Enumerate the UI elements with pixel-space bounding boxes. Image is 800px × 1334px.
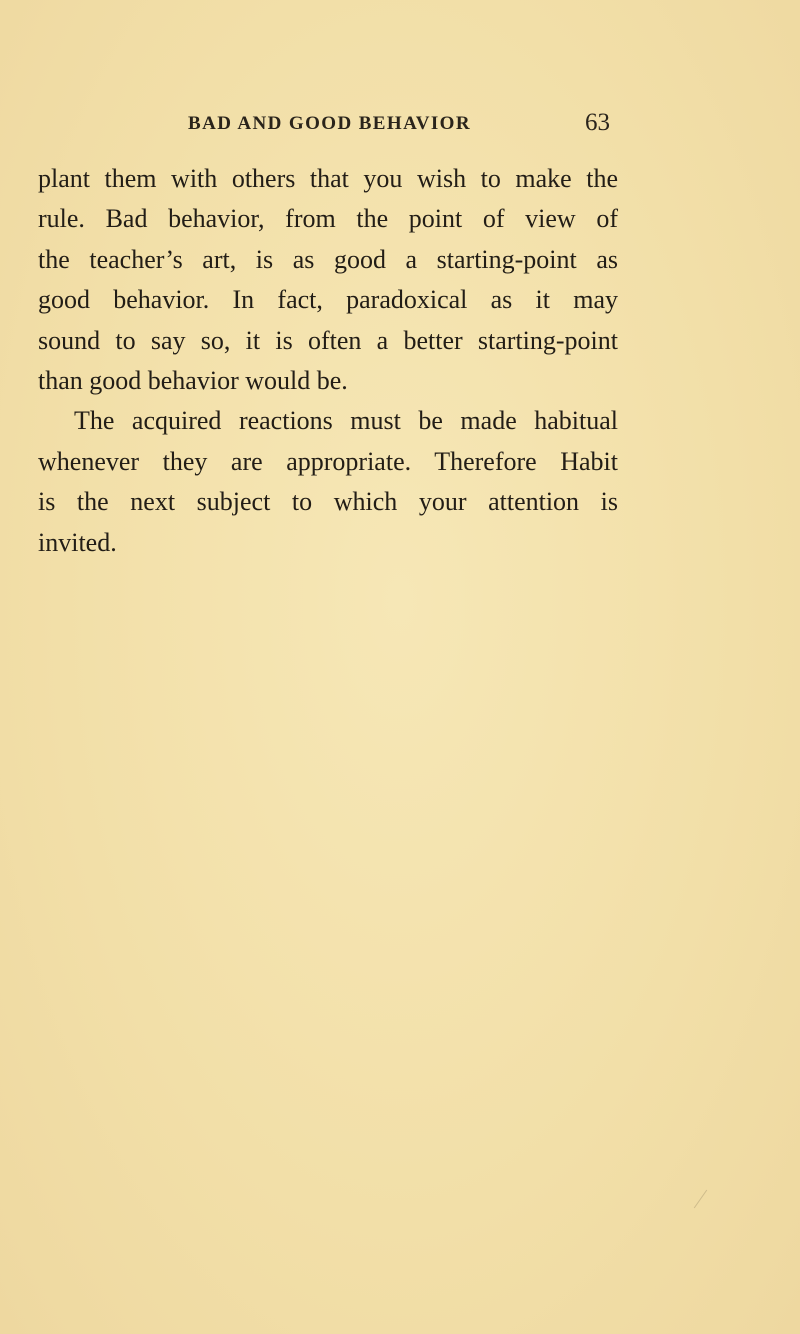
text-line: good behavior. In fact, paradoxical as it may <box>38 285 618 315</box>
text-line: sound to say so, it is often a better starting-point <box>38 325 618 355</box>
running-head <box>0 109 800 143</box>
text-line: The acquired reactions must be made habitual <box>74 406 618 436</box>
body-text <box>38 159 618 563</box>
text-line: is the next subject to which your attention is <box>38 487 618 517</box>
text-line: the teacher’s art, is as good a starting-point as <box>38 244 618 274</box>
text-line: plant them with others that you wish to make the <box>38 164 618 193</box>
text-line: than good behavior would be. <box>38 365 348 395</box>
text-line: whenever they are appropriate. Therefore Habit <box>38 446 618 476</box>
running-title: BAD AND GOOD BEHAVIOR <box>188 113 471 134</box>
text-line: rule. Bad behavior, from the point of view of <box>38 204 618 234</box>
paper-speck <box>694 1190 707 1209</box>
text-line: invited. <box>38 527 117 557</box>
page-number: 63 <box>585 109 610 136</box>
